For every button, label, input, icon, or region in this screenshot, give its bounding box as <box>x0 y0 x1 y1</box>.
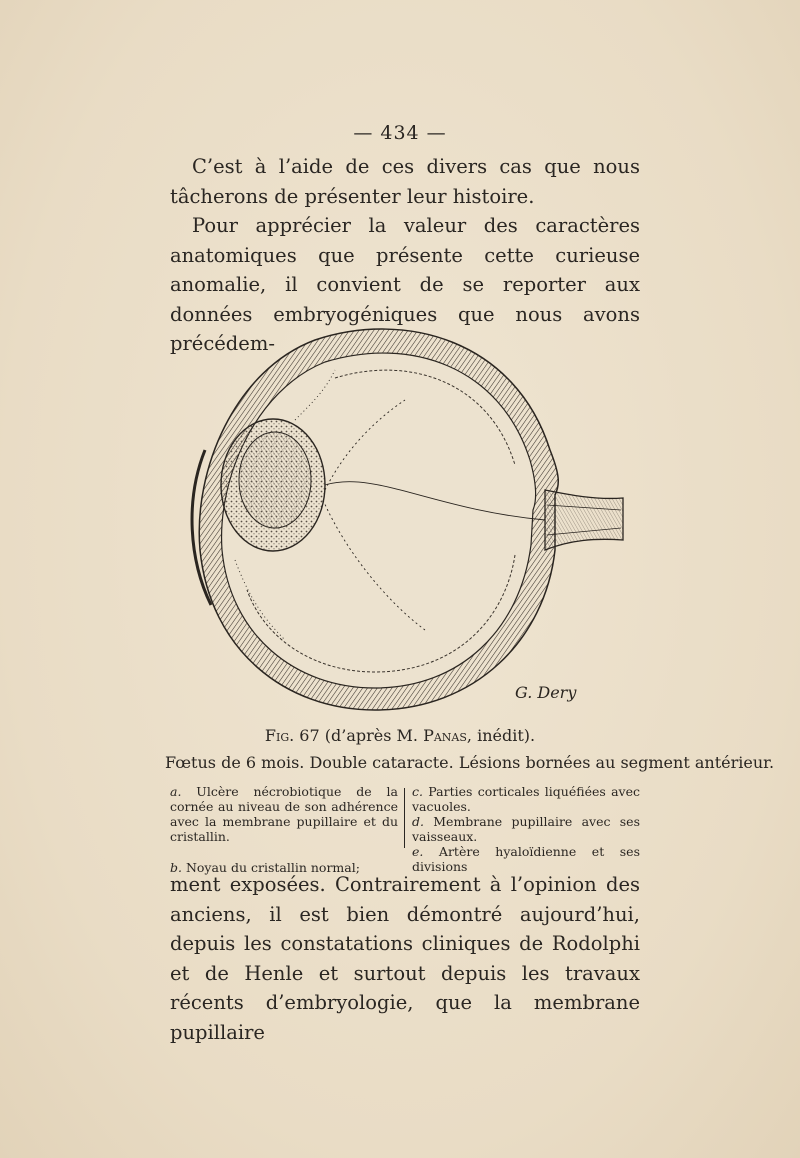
legend-item-a: a. Ulcère nécrobiotique de la cornée au niveau de son adhérence avec la membrane pupillaire et du cristallin. <box>170 784 398 844</box>
page-number: — 434 — <box>353 122 447 144</box>
paragraph-2: Pour apprécier la valeur des caractères anatomiques que présente cette curieuse anomalie, il convient de se reporter aux données embryogéniques que nous avons précédem- <box>170 214 640 355</box>
caption-author: Panas <box>423 726 467 745</box>
legend-item-e: e. Artère hyaloïdienne et ses divisions <box>412 844 640 874</box>
figure-number: Fig. 67 <box>264 726 320 745</box>
caption-suffix: , inédit). <box>466 726 536 745</box>
paragraph-1: C’est à l’aide de ces divers cas que nous tâcherons de présenter leur histoire. <box>170 155 640 208</box>
legend-divider <box>404 788 405 848</box>
legend-item-b: b. Noyau du cristallin normal; <box>170 860 360 875</box>
bottom-paragraph <box>170 870 640 1047</box>
lens <box>221 419 325 551</box>
legend-right-column <box>412 784 640 874</box>
legend-left-column <box>170 784 398 875</box>
paragraph-3: ment exposées. Contrairement à l’opinion des anciens, il est bien démontré aujourd’hui, depuis les constatations cliniques de Rodolphi et de Henle et surtout depuis les travaux récents d’embryologie, que la membrane pupillaire <box>170 873 640 1044</box>
figure-caption <box>0 726 800 745</box>
artist-signature: G. Dery <box>515 683 577 702</box>
optic-nerve <box>545 490 623 550</box>
eye-illustration <box>175 300 625 720</box>
legend-item-d: d. Membrane pupillaire avec ses vaisseaux. <box>412 814 640 844</box>
figure-subcaption: Fœtus de 6 mois. Double cataracte. Lésions bornées au segment antérieur. <box>165 753 775 772</box>
caption-text: (d’après M. <box>319 726 424 745</box>
legend-item-c: c. Parties corticales liquéfiées avec vacuoles. <box>412 784 640 814</box>
